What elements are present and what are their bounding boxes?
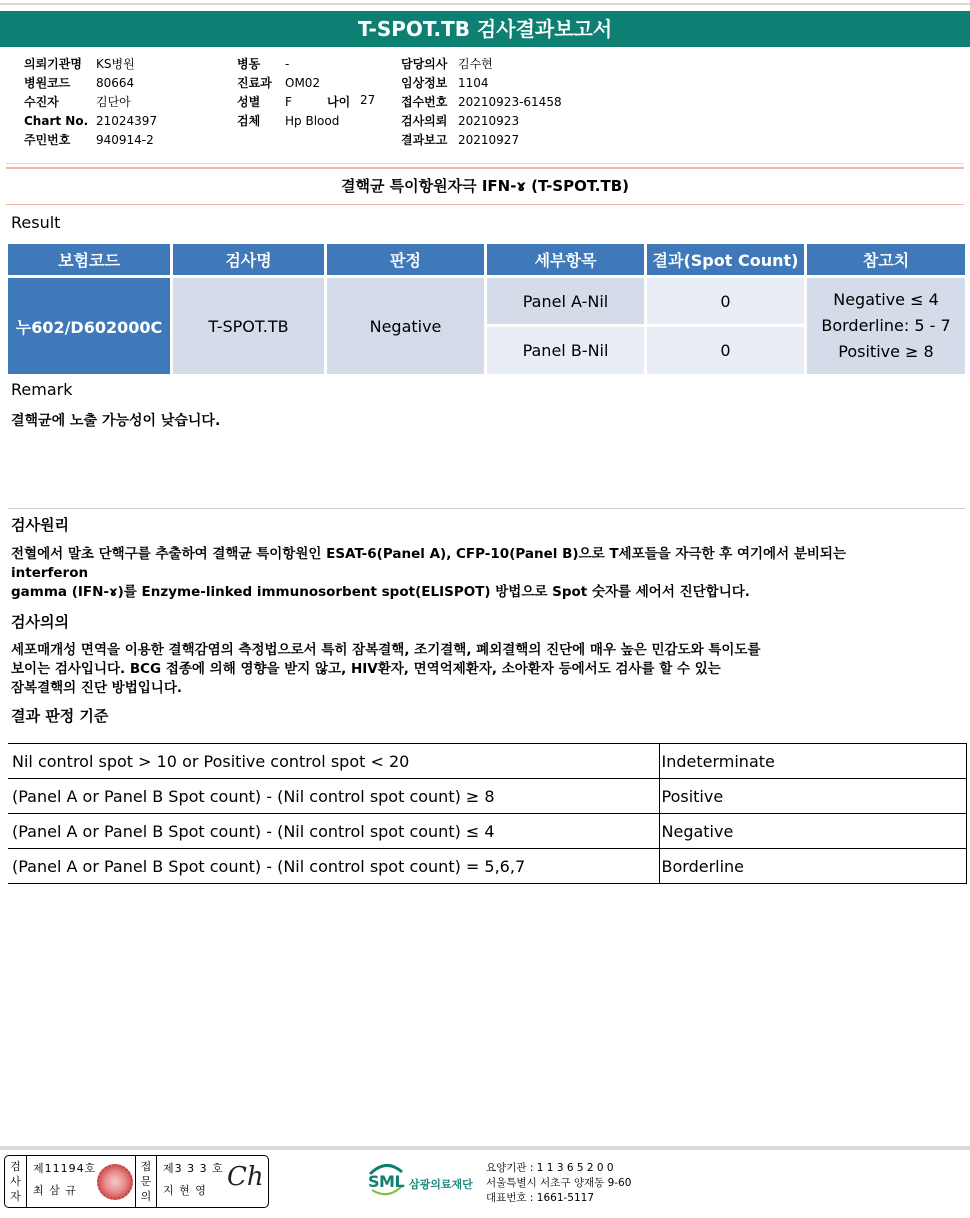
text-line: 잠복결핵의 진단 방법입니다. xyxy=(11,680,183,696)
result-label: Result xyxy=(11,213,61,232)
judgement-cell: Negative xyxy=(327,278,484,374)
info-value: 1104 xyxy=(458,76,489,90)
label-char: 사 xyxy=(10,1175,21,1188)
info-row xyxy=(401,55,562,74)
signature-box xyxy=(4,1155,269,1208)
signature-icon: Ch xyxy=(227,1162,264,1192)
info-value: - xyxy=(285,57,290,71)
info-row xyxy=(237,93,339,112)
criteria-result: Indeterminate xyxy=(659,744,967,779)
header-test-name: 검사명 xyxy=(173,244,324,275)
info-value: 21024397 xyxy=(96,114,158,128)
criteria-result: Positive xyxy=(659,779,967,814)
report-title: T-SPOT.TB 검사결과보고서 xyxy=(0,11,970,47)
info-label: 진료과 xyxy=(237,76,272,90)
divider xyxy=(6,204,964,205)
info-value: 김단아 xyxy=(96,95,131,109)
receiver-label xyxy=(135,1156,157,1207)
remark-label: Remark xyxy=(11,380,73,399)
text-line: 전혈에서 말초 단핵구를 추출하여 결핵균 특이항원인 ESAT-6(Panel A), CFP-10(Panel B)으로 T세포들을 자극한 후 여기에서 분비되는 xyxy=(11,546,847,562)
seal-stamp-icon xyxy=(97,1164,133,1200)
info-label: 검사의뢰 xyxy=(401,114,448,128)
principle-text xyxy=(11,545,951,602)
info-value: Hp Blood xyxy=(285,114,340,128)
divider xyxy=(6,167,964,169)
divider xyxy=(6,163,964,164)
examiner-number: 제11194호 xyxy=(33,1162,97,1175)
reference-line: Borderline: 5 - 7 xyxy=(821,316,951,335)
reference-line: Negative ≤ 4 xyxy=(833,290,939,309)
patient-info-col3 xyxy=(401,55,562,150)
info-row xyxy=(24,74,157,93)
sml-logo-text: SML xyxy=(368,1172,405,1191)
info-label: 수진자 xyxy=(24,95,59,109)
text-line: gamma (IFN-ɤ)를 Enzyme-linked immunosorbent spot(ELISPOT) 방법으로 Spot 숫자를 세어서 진단합니다. xyxy=(11,584,750,600)
info-value: 940914-2 xyxy=(96,133,154,147)
divider xyxy=(8,508,965,509)
label-char: 검 xyxy=(10,1160,21,1173)
insurance-code-cell: 누602/D602000C xyxy=(8,278,170,374)
phone: 대표번호 : 1661-5117 xyxy=(486,1192,595,1204)
info-label: 성별 xyxy=(237,95,261,109)
info-value: F xyxy=(285,95,292,109)
top-divider xyxy=(0,3,970,5)
result-table xyxy=(8,244,965,374)
examiner-name: 최 삼 규 xyxy=(33,1184,77,1197)
info-row xyxy=(401,112,562,131)
spot-count-cell: 0 xyxy=(647,278,804,324)
info-label: 검체 xyxy=(237,114,261,128)
info-row xyxy=(24,93,157,112)
detail-item-cell: Panel A-Nil xyxy=(487,278,644,324)
header-insurance-code: 보험코드 xyxy=(8,244,170,275)
info-row xyxy=(401,131,562,150)
address: 서울특별시 서초구 양재동 9-60 xyxy=(486,1177,632,1189)
significance-heading: 검사의의 xyxy=(11,613,69,631)
info-label: 접수번호 xyxy=(401,95,448,109)
label-char: 접 xyxy=(140,1160,152,1173)
criteria-condition: (Panel A or Panel B Spot count) - (Nil control spot count) ≥ 8 xyxy=(8,779,659,814)
info-label: 임상정보 xyxy=(401,76,448,90)
info-label: 병동 xyxy=(237,57,261,71)
text-line: 보이는 검사입니다. BCG 접종에 의해 영향을 받지 않고, HIV환자, 면역억제환자, 소아환자 등에서도 검사를 할 수 있는 xyxy=(11,661,721,677)
receiver-info xyxy=(163,1158,224,1202)
header-judgement: 판정 xyxy=(327,244,484,275)
criteria-row xyxy=(8,779,967,814)
text-line: 세포매개성 면역을 이용한 결핵감염의 측정법으로서 특히 잠복결핵, 조기결핵, 폐외결핵의 진단에 매우 높은 민감도와 특이도를 xyxy=(11,642,761,658)
receiver-number: 제3 3 3 호 xyxy=(163,1162,224,1175)
info-value: 20210927 xyxy=(458,133,520,147)
examiner-label xyxy=(5,1156,27,1207)
info-row xyxy=(237,74,339,93)
institution-number: 요양기관 : 1 1 3 6 5 2 0 0 xyxy=(486,1162,614,1174)
label-char: 자 xyxy=(10,1190,21,1203)
header-spot-count: 결과(Spot Count) xyxy=(647,244,804,275)
header-detail-item: 세부항목 xyxy=(487,244,644,275)
criteria-heading: 결과 판정 기준 xyxy=(11,707,109,725)
significance-text xyxy=(11,641,951,698)
info-row xyxy=(24,112,157,131)
reference-line: Positive ≥ 8 xyxy=(838,342,934,361)
examiner-info xyxy=(33,1158,96,1202)
info-label: 결과보고 xyxy=(401,133,448,147)
criteria-condition: (Panel A or Panel B Spot count) - (Nil control spot count) ≤ 4 xyxy=(8,814,659,849)
footer-divider xyxy=(0,1146,970,1150)
criteria-condition: Nil control spot > 10 or Positive control spot < 20 xyxy=(8,744,659,779)
criteria-row xyxy=(8,814,967,849)
remark-text: 결핵균에 노출 가능성이 낮습니다. xyxy=(11,413,221,429)
contact-info xyxy=(486,1161,631,1206)
info-value: 20210923-61458 xyxy=(458,95,562,109)
criteria-condition: (Panel A or Panel B Spot count) - (Nil control spot count) = 5,6,7 xyxy=(8,849,659,884)
label-char: 문 xyxy=(140,1175,152,1188)
criteria-table xyxy=(8,743,967,884)
text-line: interferon xyxy=(11,565,89,581)
info-value: 김수현 xyxy=(458,57,493,71)
spot-count-cell: 0 xyxy=(647,327,804,374)
info-label: Chart No. xyxy=(24,114,89,128)
info-label: 담당의사 xyxy=(401,57,448,71)
detail-item-cell: Panel B-Nil xyxy=(487,327,644,374)
info-value: OM02 xyxy=(285,76,321,90)
test-name-cell: T-SPOT.TB xyxy=(173,278,324,374)
label-char: 의 xyxy=(140,1190,152,1203)
age-value: 27 xyxy=(360,93,376,107)
info-row xyxy=(401,74,562,93)
info-row xyxy=(237,55,339,74)
org-name: 삼광의료재단 xyxy=(409,1178,473,1191)
info-row xyxy=(401,93,562,112)
info-row xyxy=(24,131,157,150)
header-reference: 참고치 xyxy=(807,244,965,275)
info-label: 병원코드 xyxy=(24,76,71,90)
info-label: 주민번호 xyxy=(24,133,71,147)
patient-info-col1 xyxy=(24,55,157,150)
criteria-row xyxy=(8,849,967,884)
reference-cell xyxy=(807,278,965,374)
receiver-name: 지 현 영 xyxy=(163,1184,207,1197)
section-title: 결핵균 특이항원자극 IFN-ɤ (T-SPOT.TB) xyxy=(340,177,630,195)
criteria-result: Negative xyxy=(659,814,967,849)
patient-info-col2 xyxy=(237,55,339,131)
info-value: 20210923 xyxy=(458,114,520,128)
info-value: KS병원 xyxy=(96,57,135,71)
age-label: 나이 xyxy=(327,95,351,109)
info-value: 80664 xyxy=(96,76,135,90)
info-row xyxy=(24,55,157,74)
principle-heading: 검사원리 xyxy=(11,516,69,534)
criteria-result: Borderline xyxy=(659,849,967,884)
criteria-row xyxy=(8,744,967,779)
info-row xyxy=(237,112,339,131)
info-label: 의뢰기관명 xyxy=(24,57,82,71)
